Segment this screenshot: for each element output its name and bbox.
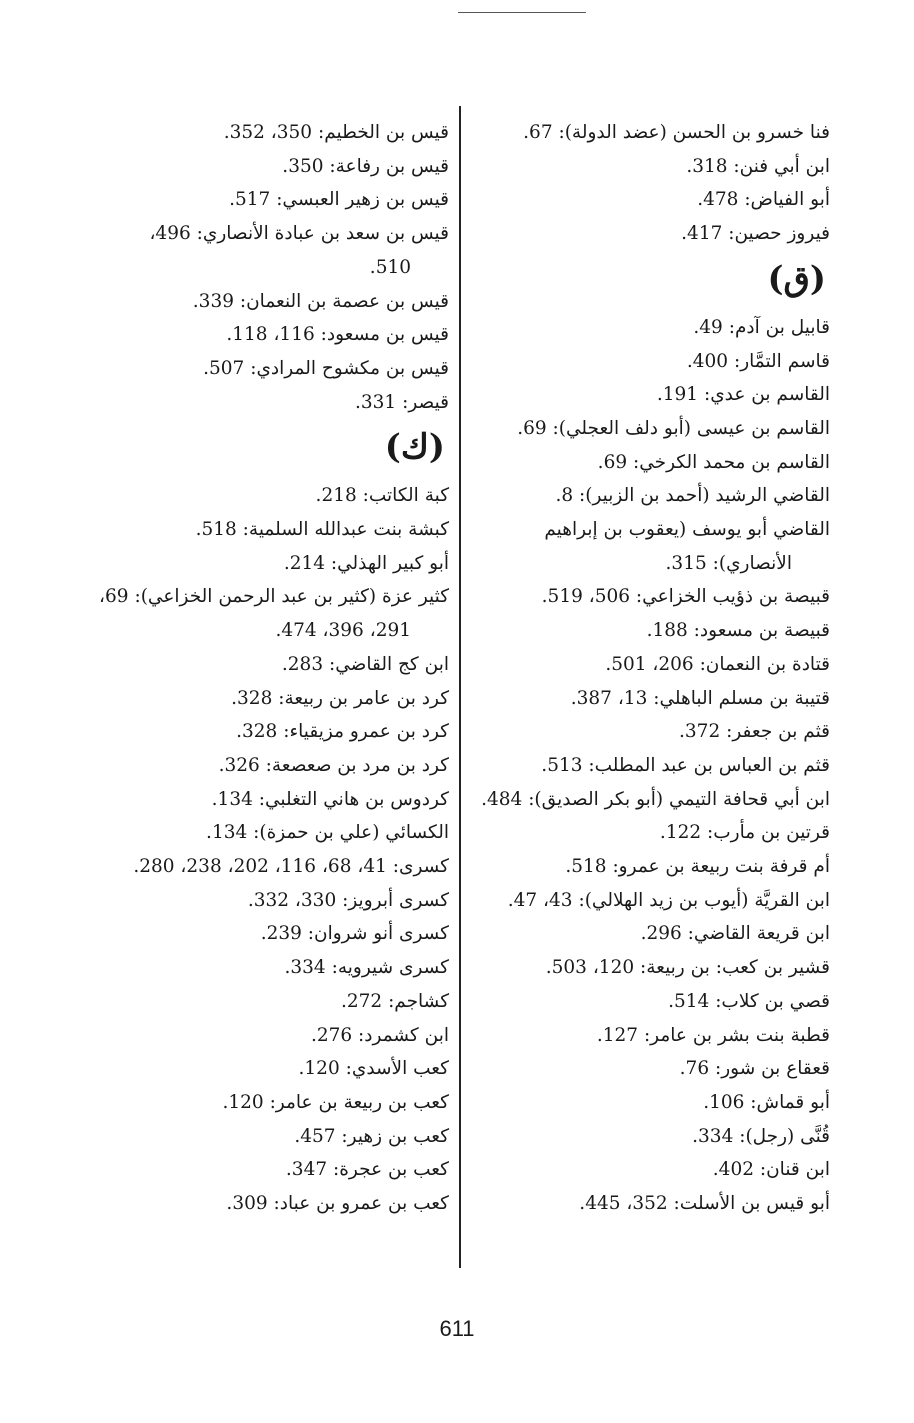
index-entry: كبة الكاتب: 218. (315, 485, 449, 507)
index-entry: قيس بن رفاعة: 350. (282, 155, 449, 177)
index-entry-multiline (89, 580, 449, 647)
entry-continuation: الأنصاري): 315. (665, 552, 792, 574)
index-entry: كرد بن مرد بن صعصعة: 326. (218, 754, 449, 776)
entries-kaf-group (89, 479, 449, 1220)
index-entry: ابن كج القاضي: 283. (281, 653, 449, 675)
index-entry: كعب بن عمرو بن عباد: 309. (226, 1193, 449, 1215)
index-entry: القاسم بن محمد الكرخي: 69. (597, 451, 830, 473)
index-entry: أبو الفياض: 478. (697, 189, 830, 211)
right-column (460, 116, 830, 1221)
index-entry: كشاجم: 272. (340, 990, 449, 1012)
index-entry: القاضي الرشيد (أحمد بن الزبير): 8. (555, 485, 830, 507)
index-entry-multiline (89, 217, 449, 284)
index-entry: كردوس بن هاني التغلبي: 134. (211, 788, 449, 810)
index-entry: قيس بن الخطيم: 350، 352. (223, 122, 449, 143)
index-entry: كرد بن عامر بن ربيعة: 328. (231, 687, 449, 709)
index-entry: كسرى: 41، 68، 116، 202، 238، 280. (133, 856, 449, 878)
index-entry: قُنَّى (رجل): 334. (692, 1125, 830, 1147)
index-entry: قتيبة بن مسلم الباهلي: 13، 387. (570, 687, 830, 709)
index-entry: كسرى شيرويه: 334. (284, 957, 449, 979)
index-entry: قاسم التمَّار: 400. (686, 350, 830, 372)
index-entry: ابن كشمرد: 276. (310, 1024, 449, 1046)
index-entry: قيس بن مسعود: 116، 118. (226, 324, 449, 346)
index-entry: أبو قيس بن الأسلت: 352، 445. (579, 1193, 830, 1215)
index-entry: أبو كبير الهذلي: 214. (283, 552, 449, 574)
index-entry: قشير بن كعب: بن ربيعة: 120، 503. (545, 957, 830, 979)
index-entry: قصي بن كلاب: 514. (668, 990, 830, 1012)
entries-fa-group (460, 116, 830, 251)
entry-continuation: 510. (369, 256, 411, 278)
index-entry: قتادة بن النعمان: 206، 501. (605, 653, 830, 675)
index-entry: قيس بن مكشوح المرادي: 507. (203, 357, 449, 379)
index-entry: قطبة بنت بشر بن عامر: 127. (596, 1024, 830, 1046)
index-entry: كرد بن عمرو مزيقياء: 328. (236, 721, 449, 743)
index-entry: قرتين بن مأرب: 122. (659, 822, 830, 844)
index-entry: قثم بن العباس بن عبد المطلب: 513. (541, 754, 830, 776)
index-entry: كبشة بنت عبدالله السلمية: 518. (195, 519, 449, 541)
section-heading-qaf: (ق) (767, 258, 826, 299)
entry-continuation: 291، 396، 474. (275, 620, 411, 642)
index-entry: الكسائي (علي بن حمزة): 134. (206, 822, 449, 844)
index-entry: القاسم بن عيسى (أبو دلف العجلي): 69. (517, 417, 830, 439)
index-entry: أبو قماش: 106. (703, 1091, 830, 1113)
entries-qaf-group (460, 311, 830, 1221)
left-column (89, 116, 449, 1221)
index-entry: فيروز حصين: 417. (681, 223, 830, 245)
index-entry: ابن أبي قحافة التيمي (أبو بكر الصديق): 484. (481, 788, 830, 810)
index-entry: قثم بن جعفر: 372. (679, 721, 830, 743)
index-entry: قيس بن عصمة بن النعمان: 339. (192, 290, 449, 312)
entry-line: القاضي أبو يوسف (يعقوب بن إبراهيم (544, 519, 830, 541)
section-heading-kaf: (ك) (384, 427, 445, 468)
index-entry: ابن قنان: 402. (712, 1159, 830, 1181)
index-entry: كعب الأسدي: 120. (298, 1058, 449, 1080)
index-entry-multiline (460, 513, 830, 580)
index-entry: قيصر: 331. (355, 391, 449, 413)
index-entry: ابن أبي فنن: 318. (686, 155, 830, 177)
top-rule (458, 12, 586, 13)
entry-line: قيس بن سعد بن عبادة الأنصاري: 496، (149, 223, 449, 245)
index-entry: ابن قريعة القاضي: 296. (640, 923, 830, 945)
index-entry: قبيصة بن مسعود: 188. (646, 620, 830, 642)
index-entry: كعب بن زهير: 457. (294, 1125, 449, 1147)
index-entry: كسرى أنو شروان: 239. (260, 923, 449, 945)
index-entry: فنا خسرو بن الحسن (عضد الدولة): 67. (523, 122, 830, 143)
entry-line: كثير عزة (كثير بن عبد الرحمن الخزاعي): 69، (99, 586, 449, 608)
index-entry: ابن القريَّة (أيوب بن زيد الهلالي): 43، 47. (507, 889, 830, 911)
index-entry: كعب بن ربيعة بن عامر: 120. (222, 1091, 449, 1113)
index-entry: كعب بن عجرة: 347. (285, 1159, 449, 1181)
index-entry: قيس بن زهير العبسي: 517. (229, 189, 449, 211)
index-entry: أم قرفة بنت ربيعة بن عمرو: 518. (565, 856, 830, 878)
index-entry: كسرى أبرويز: 330، 332. (247, 889, 449, 911)
index-entry: قابيل بن آدم: 49. (693, 316, 830, 338)
page-number: 611 (439, 1316, 475, 1341)
entries-qays-group (89, 116, 449, 419)
index-entry: قبيصة بن ذؤيب الخزاعي: 506، 519. (541, 586, 830, 608)
index-entry: القاسم بن عدي: 191. (656, 384, 830, 406)
index-entry: قعقاع بن شور: 76. (679, 1058, 830, 1080)
